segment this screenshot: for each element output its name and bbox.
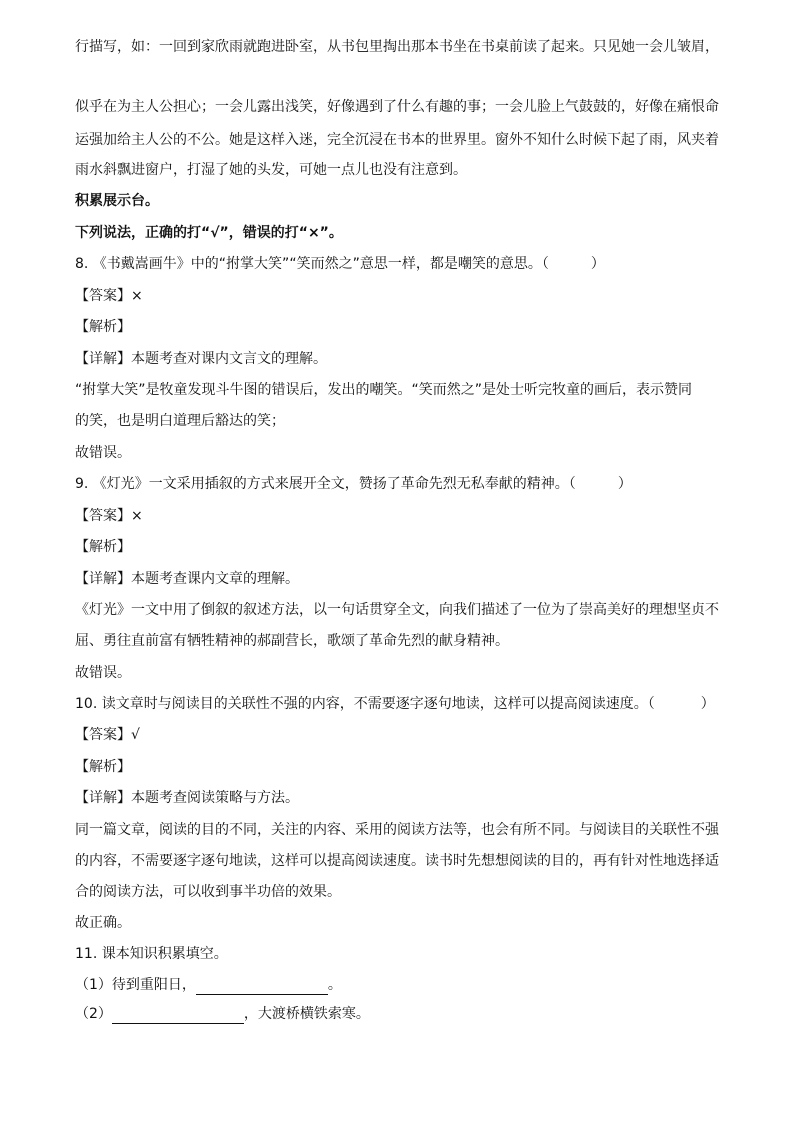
- fill-item-2-prefix: （2）: [75, 1006, 112, 1022]
- explanation-line: 《灯光》一文中用了倒叙的叙述方法，以一句话贯穿全文，向我们描述了一位为了崇高美好的理想坚贞不: [75, 602, 719, 618]
- fill-blank-2[interactable]: [112, 1007, 244, 1024]
- question-8: [75, 254, 605, 274]
- fill-item-2: [75, 1004, 370, 1024]
- detail-8: [75, 349, 327, 369]
- explanation-line: 合的阅读方法，可以收到事半功倍的效果。: [75, 884, 341, 900]
- section-instruction: 下列说法，正确的打“√”，错误的打“×”。: [75, 225, 343, 241]
- fill-item-1: [75, 975, 342, 995]
- detail-10: [75, 788, 299, 808]
- question-10: [75, 694, 715, 714]
- analysis-label: 【解析】: [75, 319, 131, 335]
- answer-value: ×: [131, 508, 143, 524]
- answer-10: [75, 725, 140, 745]
- intro-line: 雨水斜飘进窗户，打湿了她的头发，可她一点儿也没有注意到。: [75, 162, 467, 178]
- answer-value: √: [131, 727, 140, 743]
- question-8-close: ）: [590, 256, 605, 272]
- conclusion: 故错误。: [75, 445, 131, 461]
- fill-item-1-suffix: 。: [327, 977, 342, 993]
- analysis-label: 【解析】: [75, 539, 131, 555]
- answer-value: ×: [131, 288, 143, 304]
- section-title: 积累展示台。: [75, 193, 159, 209]
- detail-label: 【详解】: [75, 790, 131, 806]
- explanation-line: “拊掌大笑”是牧童发现斗牛图的错误后，发出的嘲笑。“笑而然之”是处士听完牧童的画后，表示赞同: [75, 382, 693, 398]
- conclusion: 故错误。: [75, 665, 131, 681]
- question-9: [75, 474, 632, 494]
- detail-text: 本题考查阅读策略与方法。: [131, 790, 299, 806]
- question-10-text: 10. 读文章时与阅读目的关联性不强的内容，不需要逐字逐句地读，这样可以提高阅读速度。（: [75, 696, 655, 712]
- analysis-label: 【解析】: [75, 759, 131, 775]
- intro-line: 运强加给主人公的不公。她是这样入迷，完全沉浸在书本的世界里。窗外不知什么时候下起了雨，风夹着: [75, 132, 719, 148]
- fill-item-1-prefix: （1）待到重阳日，: [75, 977, 196, 993]
- detail-label: 【详解】: [75, 351, 131, 367]
- answer-label: 【答案】: [75, 508, 131, 524]
- answer-9: [75, 506, 143, 526]
- conclusion: 故正确。: [75, 915, 131, 931]
- detail-text: 本题考查课内文章的理解。: [131, 571, 299, 587]
- explanation-line: 同一篇文章，阅读的目的不同，关注的内容、采用的阅读方法等，也会有所不同。与阅读目的关联性不强: [75, 822, 719, 838]
- explanation-line: 的笑，也是明白道理后豁达的笑；: [75, 413, 285, 429]
- fill-item-2-suffix: ，大渡桥横铁索寒。: [243, 1006, 370, 1022]
- intro-line: 似乎在为主人公担心；一会儿露出浅笑，好像遇到了什么有趣的事；一会儿脸上气鼓鼓的，好像在痛恨命: [75, 99, 719, 115]
- detail-text: 本题考查对课内文言文的理解。: [131, 351, 327, 367]
- fill-blank-1[interactable]: [196, 978, 328, 995]
- explanation-line: 屈、勇往直前富有牺牲精神的郝副营长，歌颂了革命先烈的献身精神。: [75, 633, 509, 649]
- answer-label: 【答案】: [75, 727, 131, 743]
- answer-label: 【答案】: [75, 288, 131, 304]
- explanation-line: 的内容，不需要逐字逐句地读，这样可以提高阅读速度。读书时先想想阅读的目的，再有针对性地选择适: [75, 853, 719, 869]
- detail-label: 【详解】: [75, 571, 131, 587]
- question-9-text: 9. 《灯光》一文采用插叙的方式来展开全文，赞扬了革命先烈无私奉献的精神。（: [75, 476, 576, 492]
- question-11: 11. 课本知识积累填空。: [75, 946, 228, 962]
- question-9-close: ）: [617, 476, 632, 492]
- detail-9: [75, 569, 299, 589]
- question-10-close: ）: [700, 696, 715, 712]
- answer-8: [75, 286, 143, 306]
- question-8-text: 8. 《书戴嵩画牛》中的“拊掌大笑”“笑而然之”意思一样，都是嘲笑的意思。（: [75, 256, 549, 272]
- intro-line: 行描写，如：一回到家欣雨就跑进卧室，从书包里掏出那本书坐在书桌前读了起来。只见她一会儿皱眉，: [75, 39, 719, 55]
